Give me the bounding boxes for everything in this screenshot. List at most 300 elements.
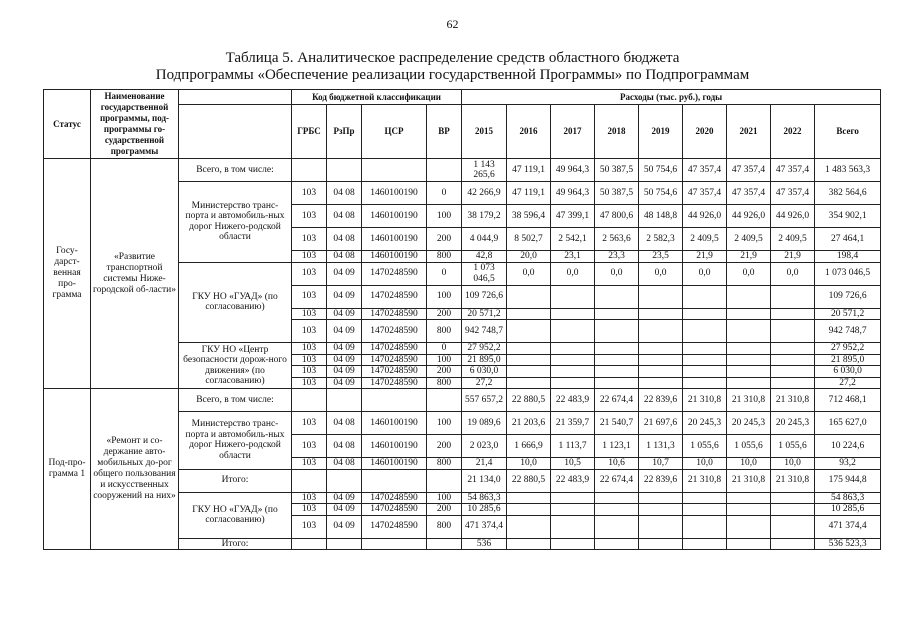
value-cell: 44 926,0 bbox=[727, 205, 771, 228]
csr-cell: 1470248590 bbox=[362, 308, 427, 320]
value-cell: 42,8 bbox=[462, 251, 507, 263]
value-cell: 8 502,7 bbox=[507, 228, 551, 251]
value-cell bbox=[683, 377, 727, 389]
value-cell bbox=[683, 308, 727, 320]
value-cell: 20,0 bbox=[507, 251, 551, 263]
value-cell bbox=[551, 343, 595, 355]
value-cell: 44 926,0 bbox=[683, 205, 727, 228]
value-cell: 27 952,2 bbox=[462, 343, 507, 355]
header-expenses: Расходы (тыс. руб.), годы bbox=[462, 90, 881, 105]
value-cell: 1 073 046,5 bbox=[815, 262, 881, 285]
csr-cell: 1470248590 bbox=[362, 354, 427, 366]
value-cell: 22 839,6 bbox=[639, 469, 683, 492]
value-cell: 10,0 bbox=[507, 458, 551, 470]
grbs-cell: 103 bbox=[292, 182, 327, 205]
value-cell: 0,0 bbox=[771, 262, 815, 285]
value-cell bbox=[683, 285, 727, 308]
value-cell bbox=[727, 320, 771, 343]
header-year-2016: 2016 bbox=[507, 105, 551, 159]
value-cell: 1 113,7 bbox=[551, 435, 595, 458]
value-cell: 22 483,9 bbox=[551, 389, 595, 412]
csr-cell: 1460100190 bbox=[362, 251, 427, 263]
value-cell bbox=[507, 285, 551, 308]
table-title bbox=[0, 50, 905, 84]
rzpr-cell: 04 09 bbox=[327, 504, 362, 516]
grbs-cell: 103 bbox=[292, 515, 327, 538]
value-cell bbox=[683, 343, 727, 355]
header-empty-2 bbox=[179, 105, 292, 159]
value-cell: 6 030,0 bbox=[815, 366, 881, 378]
grbs-cell: 103 bbox=[292, 228, 327, 251]
header-total: Всего bbox=[815, 105, 881, 159]
value-cell: 22 880,5 bbox=[507, 389, 551, 412]
status-cell: Госу-дарст-венная про-грамма bbox=[44, 159, 91, 389]
value-cell: 21 895,0 bbox=[815, 354, 881, 366]
value-cell bbox=[551, 504, 595, 516]
value-cell: 1 073 046,5 bbox=[462, 262, 507, 285]
header-status: Статус bbox=[44, 90, 91, 159]
value-cell: 21,9 bbox=[727, 251, 771, 263]
vr-cell: 0 bbox=[427, 262, 462, 285]
grbs-cell: 103 bbox=[292, 435, 327, 458]
rzpr-cell: 04 08 bbox=[327, 458, 362, 470]
vr-cell: 800 bbox=[427, 320, 462, 343]
value-cell: 382 564,6 bbox=[815, 182, 881, 205]
value-cell bbox=[727, 366, 771, 378]
rzpr-cell: 04 09 bbox=[327, 354, 362, 366]
value-cell bbox=[595, 343, 639, 355]
value-cell bbox=[595, 377, 639, 389]
vr-cell: 100 bbox=[427, 412, 462, 435]
value-cell: 0,0 bbox=[639, 262, 683, 285]
grbs-cell: 103 bbox=[292, 205, 327, 228]
value-cell: 536 bbox=[462, 538, 507, 550]
value-cell: 198,4 bbox=[815, 251, 881, 263]
rzpr-cell: 04 08 bbox=[327, 412, 362, 435]
csr-cell: 1470248590 bbox=[362, 262, 427, 285]
table-row bbox=[44, 389, 881, 412]
value-cell: 10,7 bbox=[639, 458, 683, 470]
value-cell: 21 310,8 bbox=[771, 469, 815, 492]
vr-cell: 200 bbox=[427, 228, 462, 251]
header-year-2019: 2019 bbox=[639, 105, 683, 159]
rzpr-cell: 04 08 bbox=[327, 205, 362, 228]
value-cell: 1 666,9 bbox=[507, 435, 551, 458]
value-cell: 2 409,5 bbox=[683, 228, 727, 251]
grbs-cell: 103 bbox=[292, 308, 327, 320]
value-cell: 1 055,6 bbox=[727, 435, 771, 458]
value-cell bbox=[639, 308, 683, 320]
program-name-cell: «Ремонт и со-держание авто-мобильных до-рог общего пользования и искусственных сооружений на них» bbox=[91, 389, 179, 550]
value-cell: 47 800,6 bbox=[595, 205, 639, 228]
value-cell: 21 697,6 bbox=[639, 412, 683, 435]
value-cell bbox=[683, 354, 727, 366]
value-cell: 21 310,8 bbox=[727, 469, 771, 492]
csr-cell: 1470248590 bbox=[362, 492, 427, 504]
table-row bbox=[44, 159, 881, 182]
value-cell: 22 674,4 bbox=[595, 469, 639, 492]
executor-cell: Министерство транс-порта и автомобиль-ных дорог Нижего-родской области bbox=[179, 182, 292, 263]
value-cell bbox=[727, 354, 771, 366]
value-cell: 2 582,3 bbox=[639, 228, 683, 251]
value-cell bbox=[771, 354, 815, 366]
vr-cell: 200 bbox=[427, 435, 462, 458]
value-cell: 2 409,5 bbox=[771, 228, 815, 251]
value-cell: 109 726,6 bbox=[815, 285, 881, 308]
csr-cell: 1460100190 bbox=[362, 205, 427, 228]
value-cell: 21 359,7 bbox=[551, 412, 595, 435]
grbs-cell: 103 bbox=[292, 458, 327, 470]
value-cell bbox=[595, 366, 639, 378]
vr-cell: 200 bbox=[427, 504, 462, 516]
value-cell: 10 224,6 bbox=[815, 435, 881, 458]
value-cell: 47 357,4 bbox=[771, 182, 815, 205]
rzpr-cell: 04 09 bbox=[327, 285, 362, 308]
value-cell bbox=[683, 492, 727, 504]
header-year-2022: 2022 bbox=[771, 105, 815, 159]
value-cell: 50 387,5 bbox=[595, 182, 639, 205]
value-cell: 20 571,2 bbox=[462, 308, 507, 320]
value-cell: 47 357,4 bbox=[683, 159, 727, 182]
value-cell: 47 399,1 bbox=[551, 205, 595, 228]
header-rzpr: РзПр bbox=[327, 105, 362, 159]
value-cell bbox=[639, 366, 683, 378]
header-vr: ВР bbox=[427, 105, 462, 159]
header-year-2018: 2018 bbox=[595, 105, 639, 159]
value-cell: 27 952,2 bbox=[815, 343, 881, 355]
value-cell bbox=[507, 504, 551, 516]
value-cell: 21 310,8 bbox=[683, 389, 727, 412]
value-cell bbox=[771, 538, 815, 550]
program-name-cell: «Развитие транспортной системы Ниже-городской об-ласти» bbox=[91, 159, 179, 389]
value-cell bbox=[771, 377, 815, 389]
value-cell: 21 895,0 bbox=[462, 354, 507, 366]
value-cell: 20 245,3 bbox=[683, 412, 727, 435]
value-cell bbox=[727, 308, 771, 320]
grbs-cell: 103 bbox=[292, 492, 327, 504]
grbs-cell: 103 bbox=[292, 320, 327, 343]
value-cell: 27,2 bbox=[815, 377, 881, 389]
value-cell bbox=[595, 538, 639, 550]
value-cell: 10 285,6 bbox=[815, 504, 881, 516]
row-label: Итого: bbox=[179, 469, 292, 492]
vr-cell: 800 bbox=[427, 515, 462, 538]
value-cell bbox=[727, 538, 771, 550]
value-cell: 19 089,6 bbox=[462, 412, 507, 435]
value-cell: 557 657,2 bbox=[462, 389, 507, 412]
value-cell: 2 563,6 bbox=[595, 228, 639, 251]
value-cell: 23,1 bbox=[551, 251, 595, 263]
grbs-cell: 103 bbox=[292, 504, 327, 516]
value-cell: 23,5 bbox=[639, 251, 683, 263]
value-cell: 10,6 bbox=[595, 458, 639, 470]
value-cell bbox=[771, 343, 815, 355]
value-cell bbox=[683, 515, 727, 538]
value-cell: 0,0 bbox=[551, 262, 595, 285]
value-cell: 2 542,1 bbox=[551, 228, 595, 251]
value-cell: 536 523,3 bbox=[815, 538, 881, 550]
value-cell: 50 387,5 bbox=[595, 159, 639, 182]
vr-cell: 800 bbox=[427, 458, 462, 470]
value-cell bbox=[595, 504, 639, 516]
value-cell bbox=[507, 308, 551, 320]
value-cell: 23,3 bbox=[595, 251, 639, 263]
value-cell: 22 839,6 bbox=[639, 389, 683, 412]
rzpr-cell: 04 09 bbox=[327, 262, 362, 285]
csr-cell: 1460100190 bbox=[362, 228, 427, 251]
value-cell bbox=[639, 320, 683, 343]
value-cell: 42 266,9 bbox=[462, 182, 507, 205]
value-cell bbox=[771, 320, 815, 343]
vr-cell: 100 bbox=[427, 205, 462, 228]
value-cell bbox=[727, 492, 771, 504]
value-cell bbox=[551, 308, 595, 320]
value-cell: 54 863,3 bbox=[462, 492, 507, 504]
csr-cell: 1470248590 bbox=[362, 377, 427, 389]
vr-cell: 200 bbox=[427, 308, 462, 320]
rzpr-cell: 04 09 bbox=[327, 320, 362, 343]
value-cell: 471 374,4 bbox=[462, 515, 507, 538]
value-cell: 20 571,2 bbox=[815, 308, 881, 320]
value-cell bbox=[595, 354, 639, 366]
vr-cell: 100 bbox=[427, 492, 462, 504]
csr-cell: 1470248590 bbox=[362, 515, 427, 538]
header-year-2020: 2020 bbox=[683, 105, 727, 159]
row-label: Всего, в том числе: bbox=[179, 159, 292, 182]
table-body bbox=[44, 159, 881, 550]
value-cell bbox=[551, 354, 595, 366]
value-cell bbox=[551, 538, 595, 550]
value-cell: 21 310,8 bbox=[683, 469, 727, 492]
value-cell: 10 285,6 bbox=[462, 504, 507, 516]
executor-cell: ГКУ НО «Центр безопасности дорож-ного движения» (по согласованию) bbox=[179, 343, 292, 389]
value-cell: 21 310,8 bbox=[727, 389, 771, 412]
csr-cell: 1470248590 bbox=[362, 343, 427, 355]
value-cell bbox=[551, 285, 595, 308]
value-cell: 175 944,8 bbox=[815, 469, 881, 492]
value-cell: 10,5 bbox=[551, 458, 595, 470]
value-cell bbox=[683, 320, 727, 343]
value-cell bbox=[771, 308, 815, 320]
executor-cell: Министерство транс-порта и автомобиль-ных дорог Нижего-родской области bbox=[179, 412, 292, 470]
vr-cell: 100 bbox=[427, 354, 462, 366]
executor-cell: ГКУ НО «ГУАД» (по согласованию) bbox=[179, 492, 292, 538]
rzpr-cell: 04 09 bbox=[327, 308, 362, 320]
value-cell: 109 726,6 bbox=[462, 285, 507, 308]
csr-cell: 1460100190 bbox=[362, 458, 427, 470]
value-cell bbox=[507, 538, 551, 550]
vr-cell: 0 bbox=[427, 182, 462, 205]
value-cell: 1 123,1 bbox=[595, 435, 639, 458]
value-cell: 712 468,1 bbox=[815, 389, 881, 412]
value-cell bbox=[639, 538, 683, 550]
value-cell bbox=[727, 504, 771, 516]
value-cell: 0,0 bbox=[595, 262, 639, 285]
table-header bbox=[44, 90, 881, 159]
status-cell: Под-про-грамма 1 bbox=[44, 389, 91, 550]
value-cell: 22 483,9 bbox=[551, 469, 595, 492]
grbs-cell: 103 bbox=[292, 354, 327, 366]
value-cell: 471 374,4 bbox=[815, 515, 881, 538]
value-cell bbox=[727, 515, 771, 538]
value-cell: 44 926,0 bbox=[771, 205, 815, 228]
value-cell bbox=[771, 492, 815, 504]
value-cell bbox=[771, 504, 815, 516]
vr-cell: 200 bbox=[427, 366, 462, 378]
grbs-cell: 103 bbox=[292, 251, 327, 263]
value-cell: 47 119,1 bbox=[507, 182, 551, 205]
value-cell: 1 483 563,3 bbox=[815, 159, 881, 182]
csr-cell: 1460100190 bbox=[362, 412, 427, 435]
value-cell: 1 055,6 bbox=[683, 435, 727, 458]
value-cell bbox=[683, 366, 727, 378]
value-cell bbox=[639, 285, 683, 308]
value-cell: 47 357,4 bbox=[727, 159, 771, 182]
grbs-cell: 103 bbox=[292, 262, 327, 285]
value-cell: 1 055,6 bbox=[771, 435, 815, 458]
csr-cell: 1460100190 bbox=[362, 182, 427, 205]
rzpr-cell: 04 09 bbox=[327, 492, 362, 504]
value-cell: 942 748,7 bbox=[815, 320, 881, 343]
value-cell: 354 902,1 bbox=[815, 205, 881, 228]
value-cell bbox=[595, 285, 639, 308]
value-cell: 38 596,4 bbox=[507, 205, 551, 228]
value-cell: 21 310,8 bbox=[771, 389, 815, 412]
header-year-2015: 2015 bbox=[462, 105, 507, 159]
value-cell: 21 203,6 bbox=[507, 412, 551, 435]
rzpr-cell: 04 08 bbox=[327, 435, 362, 458]
row-label: Всего, в том числе: bbox=[179, 389, 292, 412]
value-cell bbox=[595, 515, 639, 538]
value-cell: 10,0 bbox=[727, 458, 771, 470]
value-cell: 1 131,3 bbox=[639, 435, 683, 458]
rzpr-cell: 04 09 bbox=[327, 343, 362, 355]
csr-cell: 1470248590 bbox=[362, 285, 427, 308]
value-cell bbox=[727, 285, 771, 308]
value-cell bbox=[507, 320, 551, 343]
rzpr-cell: 04 08 bbox=[327, 228, 362, 251]
value-cell bbox=[727, 343, 771, 355]
value-cell bbox=[507, 515, 551, 538]
value-cell: 21,9 bbox=[683, 251, 727, 263]
value-cell: 6 030,0 bbox=[462, 366, 507, 378]
value-cell bbox=[639, 492, 683, 504]
header-year-2021: 2021 bbox=[727, 105, 771, 159]
table-title-line-2: Подпрограммы «Обеспечение реализации государственной Программы» по Подпрограммам bbox=[155, 67, 750, 83]
grbs-cell: 103 bbox=[292, 285, 327, 308]
value-cell: 50 754,6 bbox=[639, 159, 683, 182]
rzpr-cell: 04 09 bbox=[327, 366, 362, 378]
value-cell bbox=[507, 354, 551, 366]
value-cell bbox=[639, 343, 683, 355]
vr-cell: 800 bbox=[427, 251, 462, 263]
rzpr-cell: 04 08 bbox=[327, 182, 362, 205]
value-cell: 942 748,7 bbox=[462, 320, 507, 343]
csr-cell: 1470248590 bbox=[362, 366, 427, 378]
value-cell bbox=[595, 492, 639, 504]
value-cell: 2 409,5 bbox=[727, 228, 771, 251]
value-cell bbox=[683, 504, 727, 516]
value-cell: 0,0 bbox=[683, 262, 727, 285]
header-year-2017: 2017 bbox=[551, 105, 595, 159]
value-cell: 47 119,1 bbox=[507, 159, 551, 182]
value-cell bbox=[595, 308, 639, 320]
value-cell: 20 245,3 bbox=[727, 412, 771, 435]
page-number: 62 bbox=[446, 17, 459, 31]
value-cell bbox=[771, 285, 815, 308]
value-cell: 21 134,0 bbox=[462, 469, 507, 492]
value-cell: 27,2 bbox=[462, 377, 507, 389]
rzpr-cell: 04 08 bbox=[327, 251, 362, 263]
value-cell bbox=[639, 377, 683, 389]
value-cell: 20 245,3 bbox=[771, 412, 815, 435]
value-cell bbox=[771, 515, 815, 538]
value-cell bbox=[551, 515, 595, 538]
header-grbs: ГРБС bbox=[292, 105, 327, 159]
value-cell: 10,0 bbox=[683, 458, 727, 470]
grbs-cell: 103 bbox=[292, 366, 327, 378]
header-csr: ЦСР bbox=[362, 105, 427, 159]
vr-cell: 800 bbox=[427, 377, 462, 389]
csr-cell: 1470248590 bbox=[362, 504, 427, 516]
value-cell: 47 357,4 bbox=[683, 182, 727, 205]
value-cell: 22 880,5 bbox=[507, 469, 551, 492]
csr-cell: 1460100190 bbox=[362, 435, 427, 458]
value-cell: 21,4 bbox=[462, 458, 507, 470]
value-cell bbox=[639, 504, 683, 516]
header-program-name: Наименование государственной программы, под-программы го-сударственной программы bbox=[91, 90, 179, 159]
value-cell bbox=[639, 354, 683, 366]
value-cell: 50 754,6 bbox=[639, 182, 683, 205]
value-cell: 165 627,0 bbox=[815, 412, 881, 435]
header-kbk: Код бюджетной классификации bbox=[292, 90, 462, 105]
value-cell: 48 148,8 bbox=[639, 205, 683, 228]
csr-cell: 1470248590 bbox=[362, 320, 427, 343]
value-cell bbox=[507, 377, 551, 389]
value-cell: 0,0 bbox=[727, 262, 771, 285]
value-cell: 47 357,4 bbox=[727, 182, 771, 205]
value-cell bbox=[639, 515, 683, 538]
value-cell: 2 023,0 bbox=[462, 435, 507, 458]
table-title-line-1: Таблица 5. Аналитическое распределение средств областного бюджета bbox=[225, 50, 680, 66]
value-cell bbox=[551, 320, 595, 343]
value-cell: 49 964,3 bbox=[551, 159, 595, 182]
value-cell: 1 143 265,6 bbox=[462, 159, 507, 182]
value-cell bbox=[771, 366, 815, 378]
value-cell bbox=[507, 343, 551, 355]
grbs-cell: 103 bbox=[292, 377, 327, 389]
value-cell bbox=[507, 492, 551, 504]
value-cell bbox=[551, 366, 595, 378]
value-cell: 54 863,3 bbox=[815, 492, 881, 504]
value-cell bbox=[595, 320, 639, 343]
row-label: Итого: bbox=[179, 538, 292, 550]
value-cell bbox=[507, 366, 551, 378]
value-cell: 22 674,4 bbox=[595, 389, 639, 412]
budget-table bbox=[43, 89, 881, 550]
value-cell: 21,9 bbox=[771, 251, 815, 263]
value-cell: 27 464,1 bbox=[815, 228, 881, 251]
rzpr-cell: 04 09 bbox=[327, 377, 362, 389]
rzpr-cell: 04 09 bbox=[327, 515, 362, 538]
value-cell: 38 179,2 bbox=[462, 205, 507, 228]
value-cell: 21 540,7 bbox=[595, 412, 639, 435]
value-cell: 93,2 bbox=[815, 458, 881, 470]
value-cell bbox=[551, 492, 595, 504]
vr-cell: 0 bbox=[427, 343, 462, 355]
value-cell bbox=[683, 538, 727, 550]
value-cell: 0,0 bbox=[507, 262, 551, 285]
